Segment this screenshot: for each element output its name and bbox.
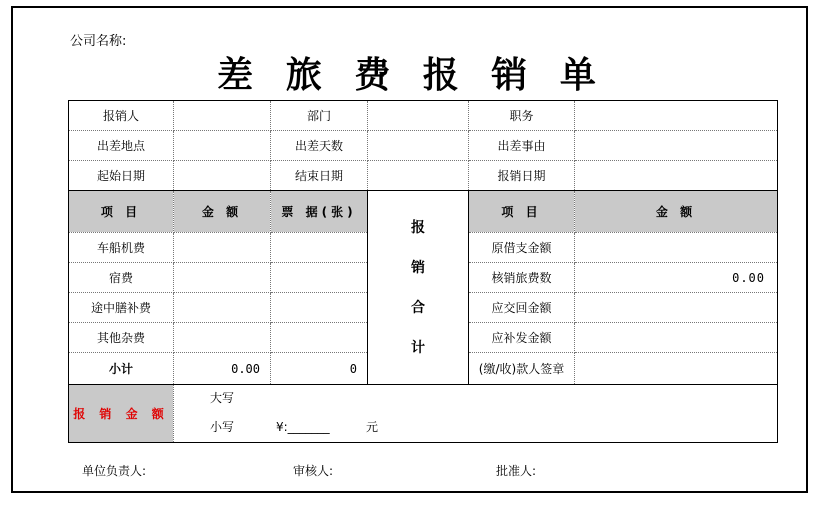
header-amount: 金 额 [174,191,271,233]
info-label: 出差事由 [469,131,575,161]
info-row [69,161,778,191]
header-item-right: 项 目 [469,191,575,233]
amount-field[interactable] [174,263,271,293]
info-field[interactable] [575,101,778,131]
info-label: 起始日期 [69,161,174,191]
right-item-label: (缴/收)款人签章 [469,353,575,385]
right-amount-field[interactable]: 0.00 [575,263,778,293]
yuan-label: 元 [366,420,379,434]
amount-field[interactable] [174,323,271,353]
reimburse-amount-cell[interactable] [174,385,778,443]
form-title: 差 旅 费 报 销 单 [217,55,606,96]
info-row [69,101,778,131]
info-label: 出差天数 [271,131,368,161]
item-label: 车船机费 [69,233,174,263]
reimburse-row [69,385,778,443]
info-label: 职务 [469,101,575,131]
xiaoxie-value[interactable]: ¥:_______ [276,420,330,434]
unit-head-label: 单位负责人: [82,464,147,478]
subtotal-receipts: 0 [271,353,368,385]
subtotal-amount: 0.00 [174,353,271,385]
info-label: 报销日期 [469,161,575,191]
header-item: 项 目 [69,191,174,233]
item-label: 途中膳补费 [69,293,174,323]
item-label: 其他杂费 [69,323,174,353]
right-amount-field[interactable] [575,233,778,263]
info-field[interactable] [174,161,271,191]
receipt-field[interactable] [271,323,368,353]
header-amount-right: 金 额 [575,191,778,233]
right-item-label: 应交回金额 [469,293,575,323]
reviewer-label: 审核人: [293,464,334,478]
right-amount-field[interactable] [575,293,778,323]
info-field[interactable] [368,161,469,191]
info-label: 结束日期 [271,161,368,191]
xiaoxie-label: 小写 [210,420,235,434]
summary-label: 报 销 合 计 [368,191,469,385]
subtotal-label: 小计 [69,353,174,385]
right-item-label: 核销旅费数 [469,263,575,293]
receipt-field[interactable] [271,293,368,323]
info-label: 部门 [271,101,368,131]
amount-field[interactable] [174,233,271,263]
info-row [69,131,778,161]
header-row [69,191,778,233]
item-label: 宿费 [69,263,174,293]
info-label: 报销人 [69,101,174,131]
info-field[interactable] [174,131,271,161]
reimburse-label: 报 销 金 额 [69,385,174,443]
info-field[interactable] [368,101,469,131]
header-receipts: 票 据(张) [271,191,368,233]
receipt-field[interactable] [271,233,368,263]
right-amount-field[interactable] [575,323,778,353]
expense-table [68,100,778,443]
amount-field[interactable] [174,293,271,323]
daxie-label: 大写 [210,391,235,405]
right-item-label: 应补发金额 [469,323,575,353]
info-field[interactable] [575,161,778,191]
company-name-label: 公司名称: [70,34,127,49]
info-field[interactable] [575,131,778,161]
signature-field[interactable] [575,353,778,385]
info-label: 出差地点 [69,131,174,161]
receipt-field[interactable] [271,263,368,293]
info-field[interactable] [368,131,469,161]
approver-label: 批准人: [496,464,537,478]
right-item-label: 原借支金额 [469,233,575,263]
info-field[interactable] [174,101,271,131]
